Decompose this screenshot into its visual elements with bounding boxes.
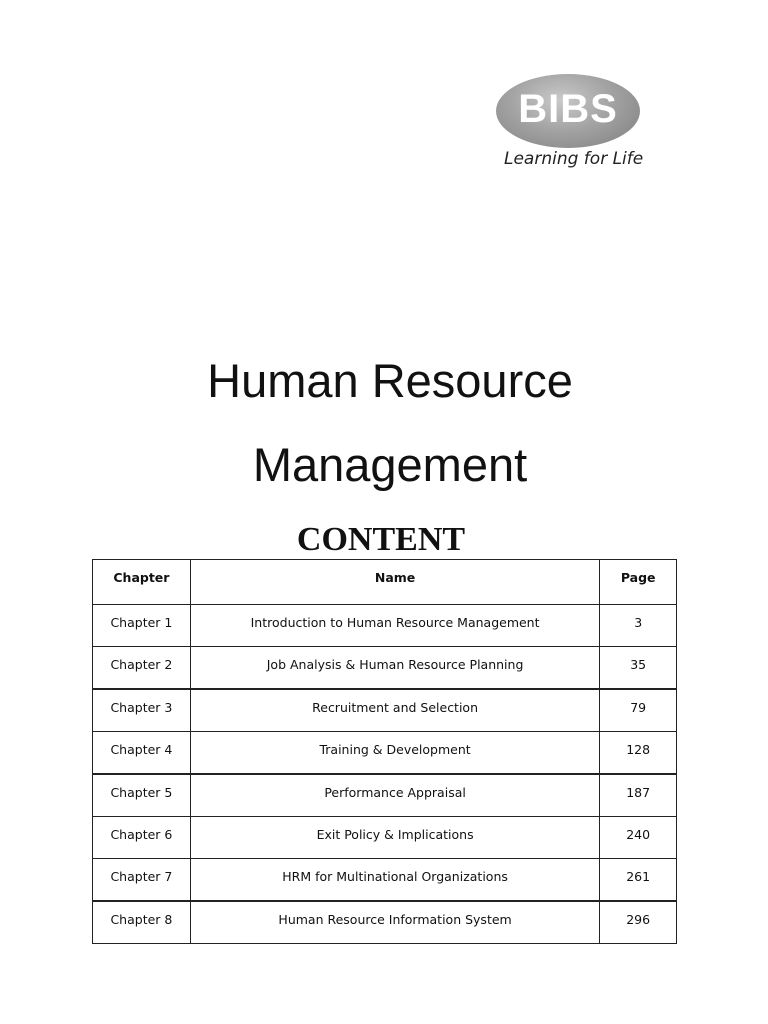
chapter-cell: Chapter 5 — [93, 774, 191, 817]
header-name: Name — [190, 560, 600, 605]
chapter-cell: Chapter 3 — [93, 689, 191, 732]
page-cell: 3 — [600, 605, 677, 647]
table-row — [93, 689, 677, 732]
page-cell: 296 — [600, 901, 677, 944]
page-cell: 128 — [600, 732, 677, 775]
header-page: Page — [600, 560, 677, 605]
document-title-line-1: Human Resource — [207, 354, 573, 407]
chapter-cell: Chapter 7 — [93, 859, 191, 902]
table-row — [93, 859, 677, 902]
header-chapter: Chapter — [93, 560, 191, 605]
name-cell: Performance Appraisal — [190, 774, 600, 817]
page-cell: 35 — [600, 647, 677, 690]
table-row — [93, 732, 677, 775]
table-row — [93, 647, 677, 690]
chapter-cell: Chapter 6 — [93, 817, 191, 859]
bibs-logo — [494, 74, 642, 178]
table-of-contents — [92, 559, 677, 944]
table-row — [93, 605, 677, 647]
chapter-cell: Chapter 4 — [93, 732, 191, 775]
chapter-cell: Chapter 2 — [93, 647, 191, 690]
table-row — [93, 774, 677, 817]
name-cell: Introduction to Human Resource Management — [190, 605, 600, 647]
logo-text: BIBS — [518, 87, 618, 131]
name-cell: Training & Development — [190, 732, 600, 775]
chapter-cell: Chapter 8 — [93, 901, 191, 944]
name-cell: Exit Policy & Implications — [190, 817, 600, 859]
table-header-row — [93, 560, 677, 605]
page-cell: 240 — [600, 817, 677, 859]
name-cell: Job Analysis & Human Resource Planning — [190, 647, 600, 690]
table-row — [93, 901, 677, 944]
table-row — [93, 817, 677, 859]
page-cell: 261 — [600, 859, 677, 902]
content-heading: CONTENT — [296, 521, 466, 558]
name-cell: Recruitment and Selection — [190, 689, 600, 732]
name-cell: HRM for Multinational Organizations — [190, 859, 600, 902]
document-title-line-2: Management — [252, 438, 528, 491]
page-cell: 187 — [600, 774, 677, 817]
chapter-cell: Chapter 1 — [93, 605, 191, 647]
logo-tagline: Learning for Life — [504, 149, 644, 169]
page-cell: 79 — [600, 689, 677, 732]
name-cell: Human Resource Information System — [190, 901, 600, 944]
